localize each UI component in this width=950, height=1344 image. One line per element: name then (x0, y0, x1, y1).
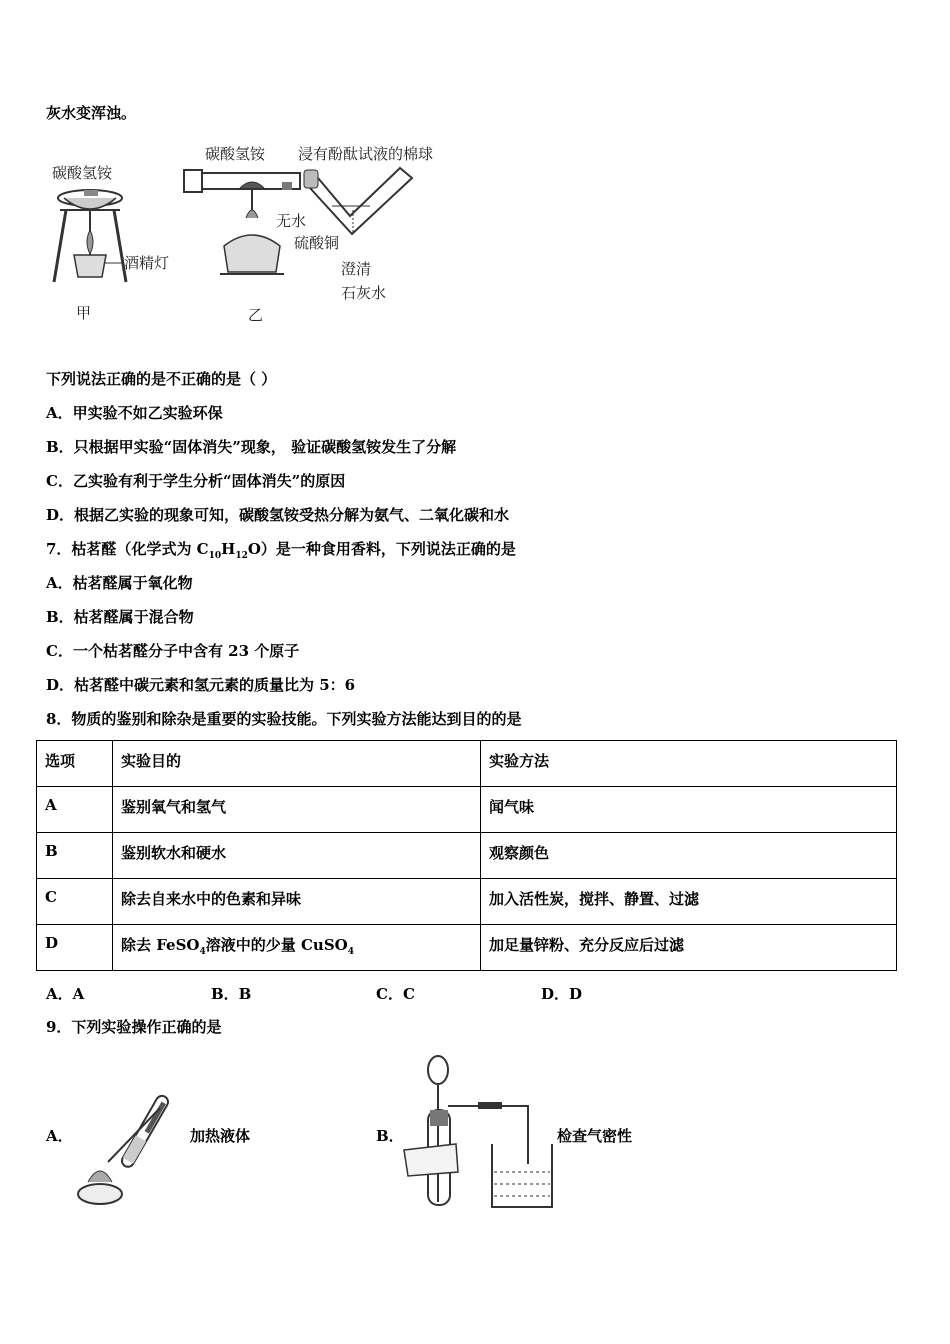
jia-lamp-pointer (104, 258, 124, 268)
table-cell: 鉴别软水和硬水 (113, 833, 481, 879)
continued-text: 灰水变浑浊。 (46, 104, 137, 122)
yi-label-cotton: 浸有酚酞试液的棉球 (298, 145, 434, 163)
header-cell: 实验方法 (481, 741, 897, 787)
q6-option-b: B．只根据甲实验“固体消失”现象， 验证碳酸氢铵发生了分解 (46, 438, 457, 456)
q6-option-d: D．根据乙实验的现象可知，碳酸氢铵受热分解为氨气、二氧化碳和水 (46, 506, 510, 524)
yi-label-cuso4-1: 无水 (276, 212, 307, 230)
q9-stem: 9．下列实验操作正确的是 (46, 1018, 222, 1036)
q6-option-a: A．甲实验不如乙实验环保 (46, 404, 223, 422)
table-cell: 鉴别氧气和氢气 (113, 787, 481, 833)
yi-caption: 乙 (248, 306, 264, 324)
jia-label-lamp: 酒精灯 (124, 254, 170, 272)
yi-label-cuso4-2: 硫酸铜 (294, 234, 340, 252)
q9-option-a-letter: A． (46, 1127, 73, 1145)
header-cell: 选项 (37, 741, 113, 787)
table-row (37, 925, 897, 971)
table-row (37, 787, 897, 833)
q8-stem: 8．物质的鉴别和除杂是重要的实验技能。下列实验方法能达到目的的是 (46, 710, 522, 728)
q8-answer-b: B．B (211, 985, 252, 1003)
q8-answer-c: C．C (376, 985, 415, 1003)
table-cell: D (37, 925, 113, 971)
yi-label-lime-2: 石灰水 (341, 284, 387, 302)
header-cell: 实验目的 (113, 741, 481, 787)
q8-answer-d: D．D (541, 985, 583, 1003)
table-cell: 除去自来水中的色素和异味 (113, 879, 481, 925)
q7-option-a: A．枯茗醛属于氧化物 (46, 574, 193, 592)
q7-stem: 7．枯茗醛（化学式为 $C_{10}H_{12}O$）是一种食用香料，下列说法正确的是 (46, 540, 516, 561)
table-cell: 除去 FeSO$_4$溶液中的少量 CuSO$_4$ (113, 925, 481, 971)
yi-label-lime-1: 澄清 (341, 260, 372, 278)
table-row (37, 833, 897, 879)
jia-caption: 甲 (76, 304, 92, 322)
table-cell: C (37, 879, 113, 925)
airtightness-check-illustration (400, 1052, 560, 1212)
q7-option-b: B．枯茗醛属于混合物 (46, 608, 194, 626)
table-cell: B (37, 833, 113, 879)
q8-table (36, 740, 897, 971)
table-cell: 观察颜色 (481, 833, 897, 879)
q7-option-d: D．枯茗醛中碳元素和氢元素的质量比为 5：6 (46, 676, 356, 694)
yi-label-tan: 碳酸氢铵 (205, 145, 266, 163)
q9-option-b-letter: B． (376, 1127, 404, 1145)
q6-stem: 下列说法正确的是不正确的是（ ） (46, 370, 277, 388)
table-cell: 闻气味 (481, 787, 897, 833)
table-row (37, 879, 897, 925)
q7-option-c: C．一个枯茗醛分子中含有 23 个原子 (46, 642, 300, 660)
q9-option-a-text: 加热液体 (190, 1127, 251, 1145)
q8-answer-a: A．A (46, 985, 85, 1003)
q6-option-c: C．乙实验有利于学生分析“固体消失”的原因 (46, 472, 346, 490)
jia-label-tan: 碳酸氢铵 (52, 164, 113, 182)
table-cell: A (37, 787, 113, 833)
table-cell: 加入活性炭，搅拌、静置、过滤 (481, 879, 897, 925)
table-cell: 加足量锌粉、充分反应后过滤 (481, 925, 897, 971)
heating-liquid-illustration (70, 1090, 190, 1210)
table-header-row (37, 741, 897, 787)
q9-option-b-text: 检查气密性 (557, 1127, 633, 1145)
figure-jia-apparatus (40, 180, 150, 290)
